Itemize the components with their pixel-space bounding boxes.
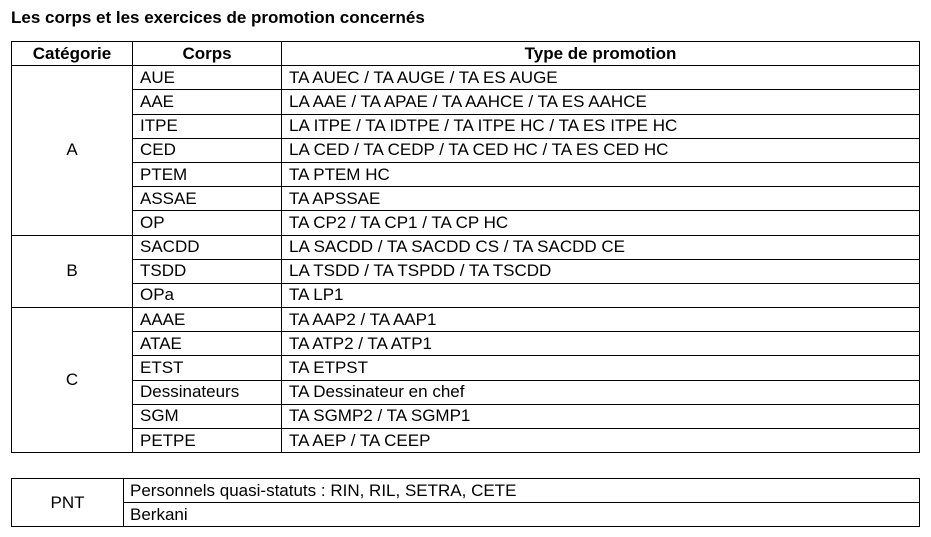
- corps-cell: SGM: [133, 404, 282, 428]
- header-categorie: Catégorie: [12, 42, 133, 66]
- table-row: [12, 479, 920, 503]
- table-row: [12, 404, 920, 428]
- table-row: [12, 114, 920, 138]
- table-row: [12, 503, 920, 527]
- table-body: [12, 66, 920, 453]
- promotion-cell: TA ATP2 / TA ATP1: [282, 332, 920, 356]
- corps-cell: AAE: [133, 90, 282, 114]
- promotion-cell: LA SACDD / TA SACDD CS / TA SACDD CE: [282, 235, 920, 259]
- corps-cell: OPa: [133, 283, 282, 307]
- promotion-cell: TA AEP / TA CEEP: [282, 429, 920, 453]
- table-header-row: [12, 42, 920, 66]
- promotion-cell: TA ETPST: [282, 356, 920, 380]
- pnt-row: Personnels quasi-statuts : RIN, RIL, SETRA, CETE: [124, 479, 920, 503]
- corps-cell: CED: [133, 138, 282, 162]
- promotion-cell: TA LP1: [282, 283, 920, 307]
- header-corps: Corps: [133, 42, 282, 66]
- table-row: [12, 211, 920, 235]
- table-row: [12, 138, 920, 162]
- corps-cell: SACDD: [133, 235, 282, 259]
- category-cell: C: [12, 308, 133, 453]
- page-title: Les corps et les exercices de promotion concernés: [11, 8, 425, 27]
- table-row: [12, 187, 920, 211]
- corps-cell: ETST: [133, 356, 282, 380]
- promotion-cell: LA CED / TA CEDP / TA CED HC / TA ES CED HC: [282, 138, 920, 162]
- category-cell: B: [12, 235, 133, 308]
- table-row: [12, 332, 920, 356]
- corps-cell: TSDD: [133, 259, 282, 283]
- table-row: [12, 66, 920, 90]
- table-row: [12, 259, 920, 283]
- promotion-cell: TA PTEM HC: [282, 162, 920, 186]
- promotion-cell: LA TSDD / TA TSPDD / TA TSCDD: [282, 259, 920, 283]
- table-row: [12, 380, 920, 404]
- table-row: [12, 429, 920, 453]
- table-row: [12, 90, 920, 114]
- promotion-cell: TA APSSAE: [282, 187, 920, 211]
- corps-cell: Dessinateurs: [133, 380, 282, 404]
- promotion-cell: TA CP2 / TA CP1 / TA CP HC: [282, 211, 920, 235]
- table-row: [12, 356, 920, 380]
- corps-cell: OP: [133, 211, 282, 235]
- promotion-cell: TA SGMP2 / TA SGMP1: [282, 404, 920, 428]
- promotion-cell: LA AAE / TA APAE / TA AAHCE / TA ES AAHCE: [282, 90, 920, 114]
- table-row: [12, 235, 920, 259]
- table-row: [12, 283, 920, 307]
- pnt-label: PNT: [12, 479, 124, 527]
- promotion-table: [11, 41, 920, 453]
- category-cell: A: [12, 66, 133, 235]
- pnt-table: [11, 478, 920, 527]
- promotion-cell: TA AAP2 / TA AAP1: [282, 308, 920, 332]
- corps-cell: AAAE: [133, 308, 282, 332]
- pnt-row: Berkani: [124, 503, 920, 527]
- corps-cell: PETPE: [133, 429, 282, 453]
- table-row: [12, 308, 920, 332]
- corps-cell: AUE: [133, 66, 282, 90]
- corps-cell: ATAE: [133, 332, 282, 356]
- promotion-cell: TA Dessinateur en chef: [282, 380, 920, 404]
- header-type-promotion: Type de promotion: [282, 42, 920, 66]
- promotion-cell: TA AUEC / TA AUGE / TA ES AUGE: [282, 66, 920, 90]
- corps-cell: PTEM: [133, 162, 282, 186]
- corps-cell: ITPE: [133, 114, 282, 138]
- corps-cell: ASSAE: [133, 187, 282, 211]
- table-row: [12, 162, 920, 186]
- promotion-cell: LA ITPE / TA IDTPE / TA ITPE HC / TA ES ITPE HC: [282, 114, 920, 138]
